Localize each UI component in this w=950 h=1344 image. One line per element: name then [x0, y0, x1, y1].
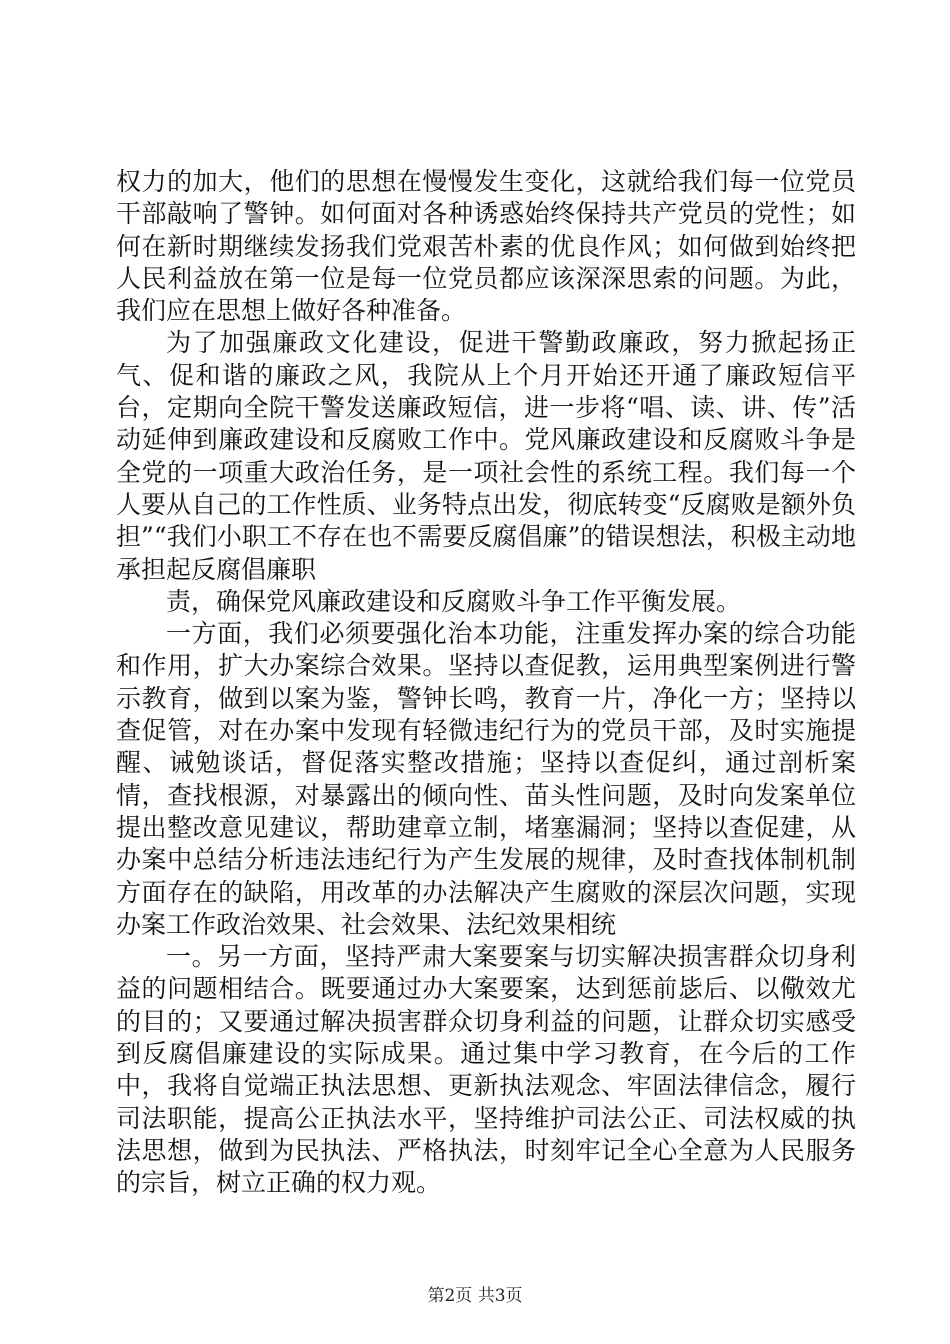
paragraph-4: 一方面，我们必须要强化治本功能，注重发挥办案的综合功能和作用，扩大办案综合效果。坚持以查促教，运用典型案例进行警示教育，做到以案为鉴，警钟长鸣，教育一片，净化一方；坚持以查促管，对在办案中发现有轻微违纪行为的党员干部，及时实施提醒、诫勉谈话，督促落实整改措施；坚持以查促纠，通过剖析案情，查找根源，对暴露出的倾向性、苗头性问题，及时向发案单位提出整改意见建议，帮助建章立制，堵塞漏洞；坚持以查促建，从办案中总结分析违法违纪行为产生发展的规律，及时查找体制机制方面存在的缺陷，用改革的办法解决产生腐败的深层次问题，实现办案工作政治效果、社会效果、法纪效果相统 [116, 619, 856, 939]
paragraph-2: 为了加强廉政文化建设，促进干警勤政廉政，努力掀起扬正气、促和谐的廉政之风，我院从上个月开始还开通了廉政短信平台，定期向全院干警发送廉政短信，进一步将“唱、读、讲、传”活动延伸到廉政建设和反腐败工作中。党风廉政建设和反腐败斗争是全党的一项重大政治任务，是一项社会性的系统工程。我们每一个人要从自己的工作性质、业务特点出发，彻底转变“反腐败是额外负担”“我们小职工不存在也不需要反腐倡廉”的错误想法，积极主动地承担起反腐倡廉职 [116, 328, 856, 584]
paragraph-1: 权力的加大，他们的思想在慢慢发生变化，这就给我们每一位党员干部敲响了警钟。如何面对各种诱惑始终保持共产党员的党性；如何在新时期继续发扬我们党艰苦朴素的优良作风；如何做到始终把人民利益放在第一位是每一位党员都应该深深思索的问题。为此，我们应在思想上做好各种准备。 [116, 167, 856, 326]
paragraph-5: 一。另一方面，坚持严肃大案要案与切实解决损害群众切身利益的问题相结合。既要通过办大案要案，达到惩前毖后、以儆效尤的目的；又要通过解决损害群众切身利益的问题，让群众切实感受到反腐倡廉建设的实际成果。通过集中学习教育，在今后的工作中，我将自觉端正执法思想、更新执法观念、牢固法律信念，履行司法职能，提高公正执法水平，坚持维护司法公正、司法权威的执法思想，做到为民执法、严格执法，时刻牢记全心全意为人民服务的宗旨，树立正确的权力观。 [116, 942, 856, 1198]
page-number-footer: 第2页 共3页 [427, 1286, 523, 1306]
document-body [116, 166, 856, 1200]
paragraph-3: 责，确保党风廉政建设和反腐败斗争工作平衡发展。 [166, 586, 742, 616]
